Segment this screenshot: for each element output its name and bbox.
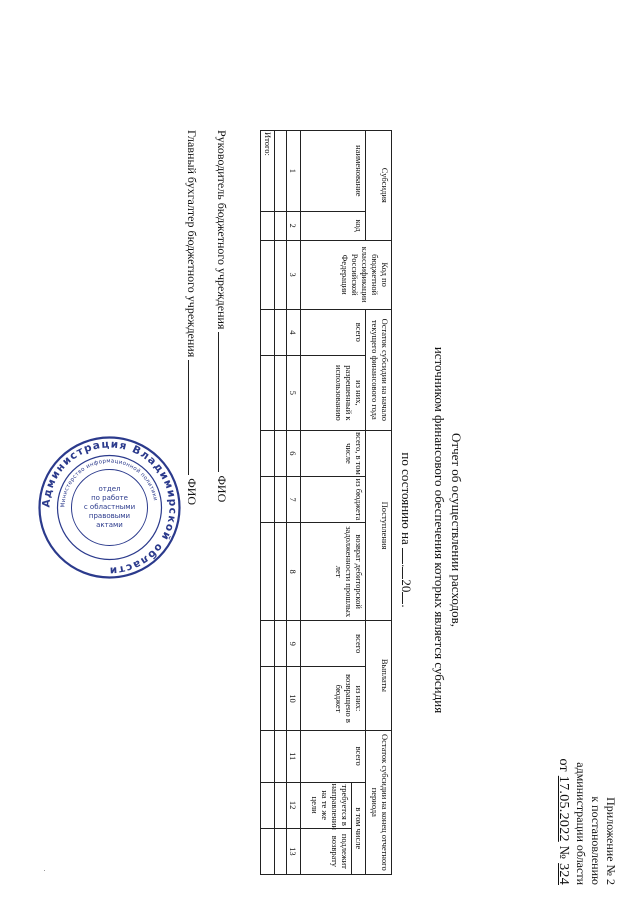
th-receipts-incl: всего, в том числе: [300, 430, 365, 476]
accountant-label: Главный бухгалтер бюджетного учреждения: [185, 130, 199, 358]
col-num-3: 3: [286, 240, 300, 309]
col-num-5: 5: [286, 355, 300, 430]
stamp-center-line4: правовыми: [88, 512, 131, 520]
col-num-11: 11: [286, 730, 300, 782]
accountant-name: ФИО: [185, 478, 199, 506]
report-table: [260, 130, 392, 875]
appendix-line2: к постановлению: [589, 796, 603, 885]
title-line2: источником финансового обеспечения которых является субсидия: [432, 346, 447, 714]
number-label: №: [556, 845, 571, 860]
year-blank: [402, 592, 415, 604]
th-returned-to-budget: из них: возвращено в бюджет: [300, 667, 365, 730]
appendix-date: 17.05.2022: [556, 775, 571, 842]
col-num-4: 4: [286, 309, 300, 355]
appendix-date-line: [556, 755, 571, 885]
th-budget-code: Код по бюджетной классификации Российской Федерации: [300, 240, 391, 309]
col-num-7: 7: [286, 476, 300, 522]
state-prefix: по состоянию на: [399, 452, 414, 545]
month-blank: [402, 567, 415, 579]
date-prefix: от: [556, 758, 571, 772]
th-balance-end: Остаток субсидии на конец отчетного периода: [366, 730, 392, 874]
state-dot-2: .: [399, 604, 414, 608]
accountant-signature-line: [184, 130, 200, 505]
th-payments-total: всего: [300, 621, 365, 667]
total-label: Итого:: [261, 131, 275, 212]
stamp-outer-text: Администрация Владимирской области: [40, 438, 179, 577]
th-to-return: подлежит возврату: [300, 828, 351, 874]
stamp-center: [84, 485, 135, 529]
report-state-date: [398, 150, 415, 910]
appendix-block: [556, 755, 618, 885]
head-label: Руководитель бюджетного учреждения: [215, 130, 229, 330]
header-row-1: [366, 131, 392, 875]
official-stamp: [37, 435, 182, 580]
scan-speck: [44, 870, 45, 871]
col-num-8: 8: [286, 523, 300, 621]
col-num-2: 2: [286, 211, 300, 240]
th-from-budget: из бюджета: [300, 476, 365, 522]
th-receipts: Поступления: [366, 430, 392, 620]
head-signature-blank: [218, 332, 230, 472]
th-permitted: из них, разрешенный к использованию: [300, 355, 365, 430]
appendix-line3: администрации области: [574, 762, 588, 885]
appendix-line1: Приложение № 2: [604, 797, 618, 885]
th-subsidy: Субсидия: [366, 131, 392, 241]
col-num-10: 10: [286, 667, 300, 730]
col-num-12: 12: [286, 782, 300, 828]
th-code: код: [300, 211, 365, 240]
accountant-signature-blank: [188, 360, 200, 475]
th-return-receivables: возврат дебиторской задолженности прошлых лет: [300, 523, 365, 621]
th-balance-start: Остаток субсидии на начало текущего финансового года: [366, 309, 392, 430]
th-required-same: требуется в направлении на те же цели: [300, 782, 351, 828]
title-line1: Отчет об осуществлении расходов,: [449, 433, 464, 627]
table-row: [275, 131, 286, 875]
year-prefix: 20: [399, 579, 414, 593]
head-name: ФИО: [215, 475, 229, 503]
col-num-1: 1: [286, 131, 300, 212]
stamp-center-line2: по работе: [91, 494, 128, 502]
th-name: наименование: [300, 131, 365, 212]
stamp-center-line5: актами: [96, 521, 123, 529]
col-num-6: 6: [286, 430, 300, 476]
th-including: в том числе: [352, 782, 366, 874]
appendix-number: 324: [556, 863, 571, 885]
total-row: [261, 131, 275, 875]
stamp-inner-text: Министерство информационной политики: [60, 458, 159, 508]
state-dot: .: [399, 564, 414, 568]
head-signature-line: [214, 130, 230, 502]
col-num-13: 13: [286, 828, 300, 874]
stamp-center-line3: с областными: [83, 503, 136, 511]
th-payments: Выплаты: [366, 621, 392, 731]
day-blank: [402, 548, 415, 564]
th-end-total: всего: [300, 730, 365, 782]
th-balance-total: всего: [300, 309, 365, 355]
stamp-center-line1: отдел: [98, 485, 121, 493]
report-title: [431, 150, 465, 910]
col-num-9: 9: [286, 621, 300, 667]
column-number-row: [286, 131, 300, 875]
